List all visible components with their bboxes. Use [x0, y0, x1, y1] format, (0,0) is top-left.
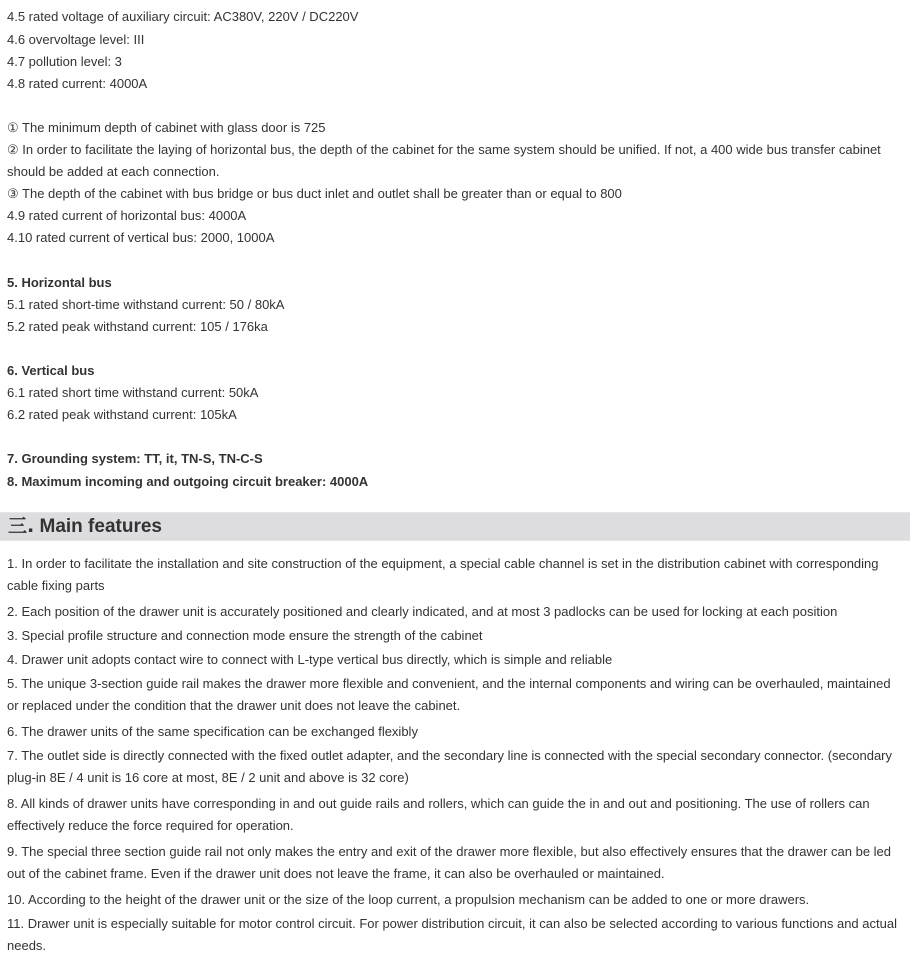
feature-item: 5. The unique 3-section guide rail makes the drawer more flexible and convenient, and the internal components and wiring can be overhauled, maintained or replaced under the condition that the drawer unit does not leave the cabinet. — [7, 676, 891, 713]
spec-line: 6.1 rated short time withstand current: 50kA — [7, 385, 259, 400]
feature-item: 10. According to the height of the drawer unit or the size of the loop current, a propulsion mechanism can be added to one or more drawers. — [7, 892, 810, 907]
spec-line: 4.9 rated current of horizontal bus: 4000A — [7, 208, 247, 223]
note-line: ① The minimum depth of cabinet with glass door is 725 — [7, 120, 326, 135]
feature-item: 2. Each position of the drawer unit is accurately positioned and clearly indicated, and at most 3 padlocks can be used for locking at each position — [7, 604, 838, 619]
max-circuit-breaker: 8. Maximum incoming and outgoing circuit breaker: 4000A — [7, 474, 369, 489]
spec-line: 4.5 rated voltage of auxiliary circuit: AC380V, 220V / DC220V — [7, 9, 359, 24]
feature-item: 9. The special three section guide rail not only makes the entry and exit of the drawer more flexible, but also effectively ensures that the drawer can be led out of the cabinet frame. Even if the drawer unit does not leave the frame, it can also be overhauled or maintained. — [7, 844, 892, 881]
feature-item: 6. The drawer units of the same specification can be exchanged flexibly — [7, 724, 418, 739]
section-heading-vertical-bus: 6. Vertical bus — [7, 363, 95, 378]
section-number: 三. — [8, 515, 35, 537]
section-title-text: Main features — [39, 516, 162, 537]
feature-item: 8. All kinds of drawer units have corresponding in and out guide rails and rollers, which can guide the in and out and positioning. The use of rollers can effectively reduce the force required for operation. — [7, 796, 870, 833]
section-title — [8, 515, 162, 538]
section-header-bar — [0, 512, 910, 541]
spec-line: 5.1 rated short-time withstand current: 50 / 80kA — [7, 297, 285, 312]
note-line: ③ The depth of the cabinet with bus bridge or bus duct inlet and outlet shall be greater than or equal to 800 — [7, 186, 622, 201]
spec-line: 5.2 rated peak withstand current: 105 / 176ka — [7, 319, 268, 334]
spec-line: 4.8 rated current: 4000A — [7, 76, 148, 91]
spec-line: 4.10 rated current of vertical bus: 2000, 1000A — [7, 230, 275, 245]
section-heading-horizontal-bus: 5. Horizontal bus — [7, 275, 112, 290]
feature-item: 11. Drawer unit is especially suitable for motor control circuit. For power distribution circuit, it can also be selected according to various functions and actual needs. — [7, 916, 897, 953]
spec-line: 4.7 pollution level: 3 — [7, 54, 122, 69]
spec-line: 6.2 rated peak withstand current: 105kA — [7, 407, 237, 422]
feature-item: 3. Special profile structure and connection mode ensure the strength of the cabinet — [7, 628, 483, 643]
feature-item: 1. In order to facilitate the installation and site construction of the equipment, a special cable channel is set in the distribution cabinet with corresponding cable fixing parts — [7, 556, 879, 593]
grounding-system: 7. Grounding system: TT, it, TN-S, TN-C-S — [7, 451, 263, 466]
feature-item: 4. Drawer unit adopts contact wire to connect with L-type vertical bus directly, which is simple and reliable — [7, 652, 613, 667]
spec-line: 4.6 overvoltage level: III — [7, 32, 145, 47]
note-line: ② In order to facilitate the laying of horizontal bus, the depth of the cabinet for the same system should be unified. If not, a 400 wide bus transfer cabinet should be added at each connection. — [7, 142, 881, 179]
feature-item: 7. The outlet side is directly connected with the fixed outlet adapter, and the secondary line is connected with the special secondary connector. (secondary plug-in 8E / 4 unit is 16 core at most, 8E / 2 unit and above is 32 core) — [7, 748, 893, 785]
